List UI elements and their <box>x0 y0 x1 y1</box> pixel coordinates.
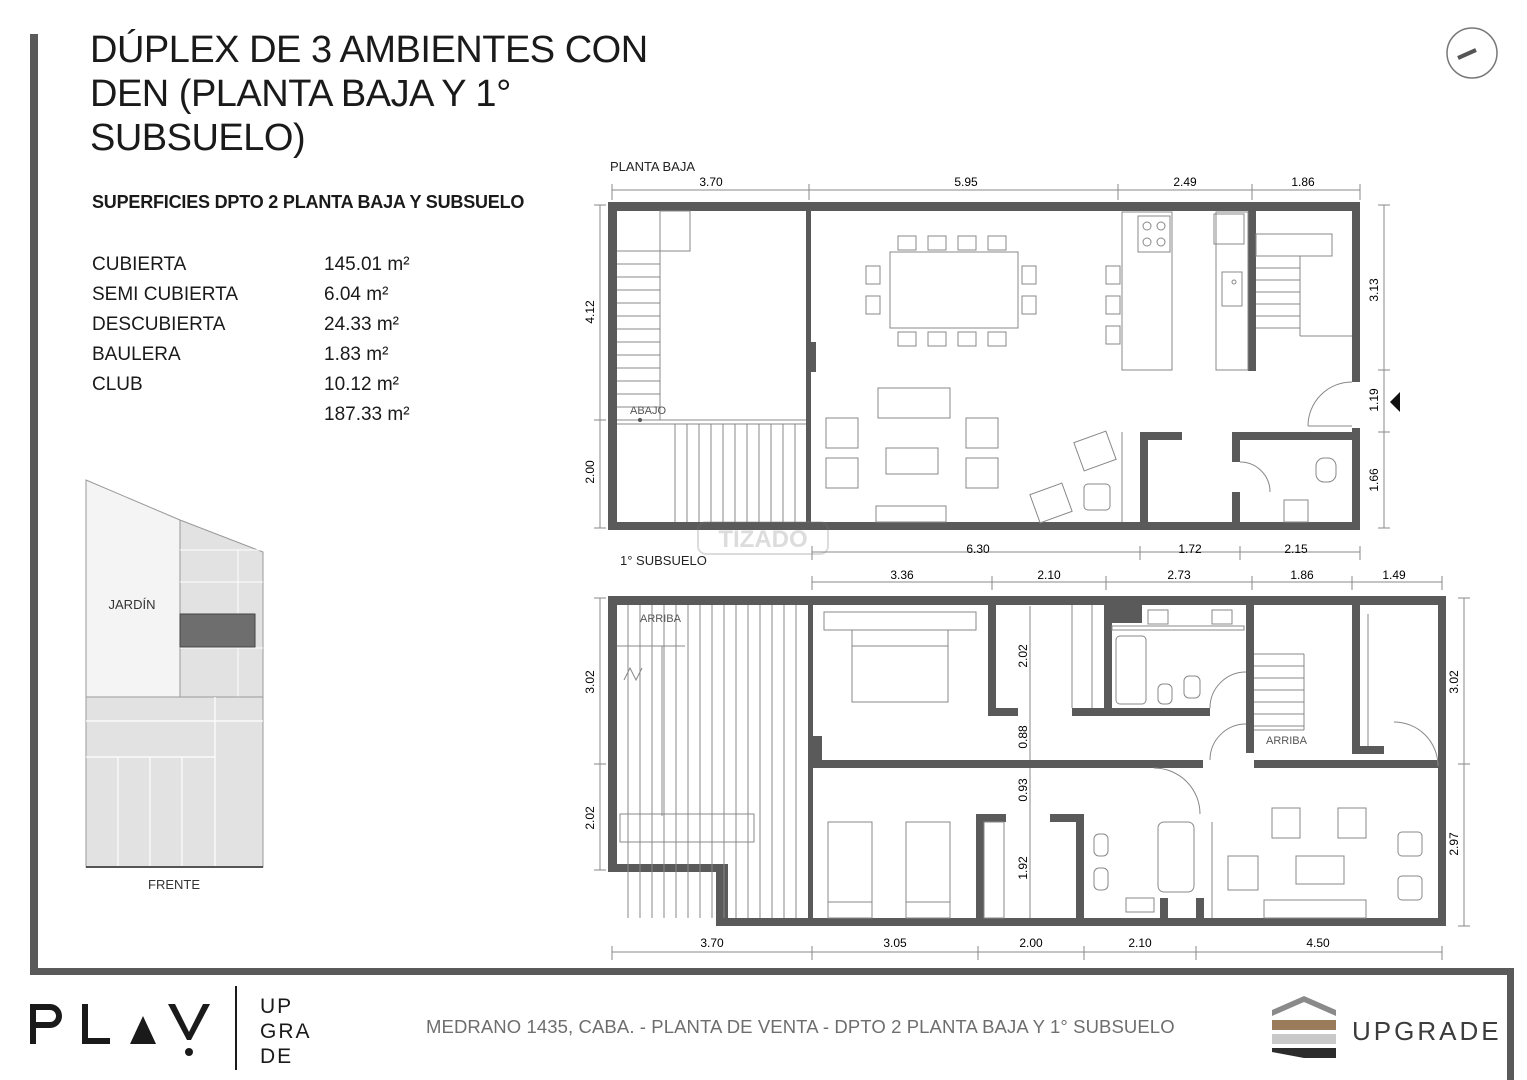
ground-left-stair <box>617 211 806 522</box>
bathroom-bottom-fixtures <box>1094 768 1212 918</box>
ground-right-dim: 1.66 <box>1367 468 1381 492</box>
basement-bottom-dim: 3.70 <box>700 936 724 950</box>
den-furniture <box>1228 722 1438 918</box>
area-value: 145.01 m² <box>324 254 410 275</box>
basement-inner-dim: 0.93 <box>1016 778 1030 802</box>
basement-stair-label: ARRIBA <box>1266 735 1307 747</box>
upgrade-stacked-logo <box>260 994 312 1069</box>
dining-table <box>866 236 1120 346</box>
basement-inner-dim: 0.88 <box>1016 725 1030 749</box>
basement-top-dim: 1.49 <box>1382 568 1406 582</box>
bathroom-top-fixtures <box>1072 605 1246 760</box>
ground-top-dimension-line <box>612 184 1360 200</box>
ground-bottom-dim: 2.15 <box>1284 542 1308 556</box>
area-total-value: 187.33 m² <box>324 404 410 425</box>
basement-right-dimension-line <box>1458 598 1470 926</box>
logo-line: DE <box>260 1045 294 1068</box>
upgrade-logo-icon <box>1272 996 1336 1058</box>
basement-bottom-dim: 4.50 <box>1306 936 1330 950</box>
ground-top-dim: 1.86 <box>1291 175 1315 189</box>
stair-dot <box>638 418 642 422</box>
basement-label: 1° SUBSUELO <box>620 553 707 568</box>
living-furniture <box>826 388 1122 523</box>
area-value: 1.83 m² <box>324 344 389 365</box>
basement-stair-label: ARRIBA <box>640 613 681 625</box>
ground-floor-plan <box>583 159 1400 530</box>
ground-right-stair <box>1256 234 1352 336</box>
footer-address: MEDRANO 1435, CABA. - PLANTA DE VENTA - DPTO 2 PLANTA BAJA Y 1° SUBSUELO <box>426 1016 1175 1037</box>
play-logo <box>30 1004 210 1056</box>
basement-bottom-dim: 3.05 <box>883 936 907 950</box>
entrance-arrow-icon <box>1390 392 1400 412</box>
area-value: 6.04 m² <box>324 284 389 305</box>
basement-bottom-dim: 2.00 <box>1019 936 1043 950</box>
basement-right-dim: 2.97 <box>1447 832 1461 856</box>
areas-heading: SUPERFICIES DPTO 2 PLANTA BAJA Y SUBSUELO <box>92 192 525 212</box>
ground-right-dim: 3.13 <box>1367 278 1381 302</box>
logo-line: UP <box>260 995 294 1018</box>
ground-bottom-dim: 6.30 <box>966 542 990 556</box>
garden-label: JARDÍN <box>108 597 156 612</box>
ground-right-dim: 1.19 <box>1367 388 1381 412</box>
area-value: 24.33 m² <box>324 314 399 335</box>
ground-bottom-dim: 1.72 <box>1178 542 1202 556</box>
page-title: DÚPLEX DE 3 AMBIENTES CON DEN (PLANTA BAJA Y 1° SUBSUELO) <box>90 29 648 159</box>
ground-top-dim: 5.95 <box>954 175 978 189</box>
area-label: DESCUBIERTA <box>92 314 226 335</box>
north-arrow-icon <box>1447 28 1497 78</box>
area-label: CLUB <box>92 374 143 395</box>
ground-left-dim: 4.12 <box>583 300 597 324</box>
logo-line: GRA <box>260 1020 312 1043</box>
ground-doors <box>1240 382 1352 522</box>
area-label: CUBIERTA <box>92 254 187 275</box>
ground-bottom-dimension-line <box>812 546 1360 560</box>
basement-left-dim: 2.02 <box>583 806 597 830</box>
basement-top-dim: 3.36 <box>890 568 914 582</box>
basement-inner-dim: 2.02 <box>1016 644 1030 668</box>
ground-left-dim: 2.00 <box>583 460 597 484</box>
site-plan-unit-mark <box>180 614 255 647</box>
ground-walls <box>608 202 1360 530</box>
basement-top-dim: 2.73 <box>1167 568 1191 582</box>
basement-right-stair <box>1254 614 1368 746</box>
kitchen-counter <box>1122 212 1248 370</box>
ground-top-dim: 3.70 <box>699 175 723 189</box>
basement-left-dim: 3.02 <box>583 670 597 694</box>
basement-plan <box>583 553 1470 960</box>
ground-floor-label: PLANTA BAJA <box>610 159 696 174</box>
basement-right-dim: 3.02 <box>1447 670 1461 694</box>
watermark-text: TIZADO <box>718 526 808 553</box>
area-label: SEMI CUBIERTA <box>92 284 239 305</box>
basement-top-dim: 2.10 <box>1037 568 1061 582</box>
area-value: 10.12 m² <box>324 374 399 395</box>
ground-stair-label: ABAJO <box>630 405 667 417</box>
bedroom-1-furniture <box>824 612 976 702</box>
basement-bottom-dim: 2.10 <box>1128 936 1152 950</box>
front-label: FRENTE <box>148 877 200 892</box>
upgrade-brand-text: UPGRADE <box>1352 1016 1502 1046</box>
basement-inner-dim: 1.92 <box>1016 856 1030 880</box>
basement-top-dim: 1.86 <box>1290 568 1314 582</box>
area-label: BAULERA <box>92 344 181 365</box>
site-plan <box>86 480 263 892</box>
ground-top-dim: 2.49 <box>1173 175 1197 189</box>
